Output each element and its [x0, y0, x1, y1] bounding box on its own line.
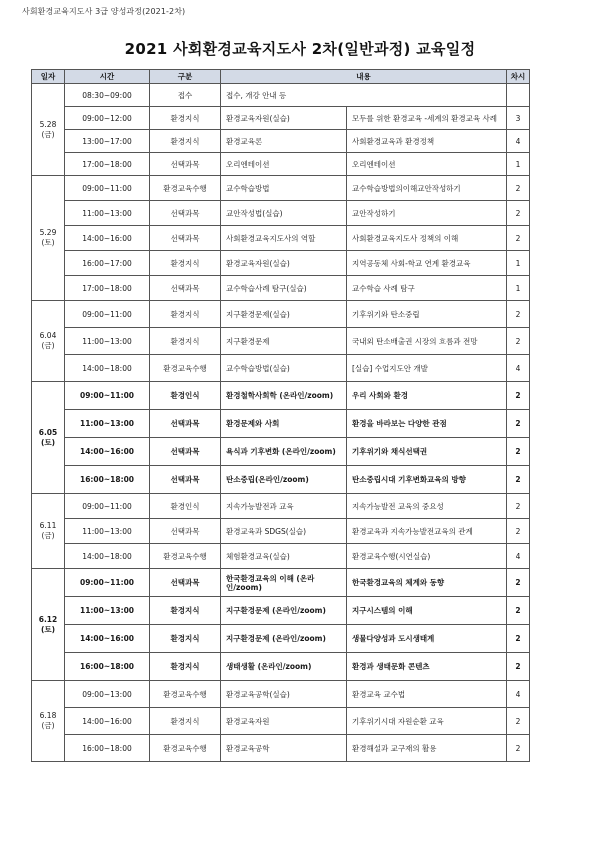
hours-cell: 4 [507, 681, 530, 708]
category-cell: 선택과목 [150, 466, 221, 494]
content-cell: 국내외 탄소배출권 시장의 흐름과 전망 [347, 328, 507, 355]
table-row [32, 653, 530, 681]
weekday-label: (토) [40, 624, 56, 634]
subject-cell: 교수학습방법 [221, 176, 347, 201]
content-cell: 사회환경교육지도사 정책의 이해 [347, 226, 507, 251]
column-header: 내용 [356, 72, 371, 81]
table-row [32, 328, 530, 355]
category-cell: 환경교육수행 [150, 355, 221, 382]
category-cell: 환경지식 [150, 328, 221, 355]
date-label: 5.29 [39, 228, 57, 237]
time-cell: 16:00~17:00 [65, 251, 150, 276]
time-cell: 11:00~13:00 [65, 328, 150, 355]
content-cell: 지역공동체 사회-학교 연계 환경교육 [347, 251, 507, 276]
hours-cell: 2 [507, 176, 530, 201]
hours-cell: 4 [507, 544, 530, 569]
time-cell: 14:00~16:00 [65, 226, 150, 251]
time-cell: 14:00~18:00 [65, 355, 150, 382]
category-cell: 환경교육수행 [150, 176, 221, 201]
table-row [32, 410, 530, 438]
category-cell: 선택과목 [150, 519, 221, 544]
subject-cell: 환경교육론 [221, 130, 347, 153]
time-cell: 09:00~11:00 [65, 569, 150, 597]
weekday-label: (금) [41, 129, 55, 139]
table-row [32, 625, 530, 653]
subject-cell: 환경철학사회학 (온라인/zoom) [221, 382, 347, 410]
subject-cell: 환경교육자원 [221, 708, 347, 735]
content-cell: 환경교육 교수법 [347, 681, 507, 708]
content-cell: 환경교육과 지속가능발전교육의 관계 [347, 519, 507, 544]
category-cell: 선택과목 [150, 153, 221, 176]
subject-cell: 한국환경교육의 이해 (온라인/zoom) [221, 569, 347, 597]
date-cell [32, 301, 65, 382]
content-cell: 교수학습방법의이해교안작성하기 [347, 176, 507, 201]
subject-cell: 욕식과 기후변화 (온라인/zoom) [221, 438, 347, 466]
category-cell: 환경인식 [150, 382, 221, 410]
subject-cell: 체험환경교육(실습) [221, 544, 347, 569]
table-row [32, 466, 530, 494]
time-cell: 11:00~13:00 [65, 597, 150, 625]
subject-cell: 교수학습사례 탐구(실습) [221, 276, 347, 301]
content-cell: 기후위기와 채식선택권 [347, 438, 507, 466]
table-row [32, 107, 530, 130]
table-row [32, 84, 530, 107]
column-header: 차시 [507, 70, 530, 84]
category-cell: 환경인식 [150, 494, 221, 519]
hours-cell: 4 [507, 355, 530, 382]
column-header: 구분 [150, 70, 221, 84]
hours-cell: 1 [507, 153, 530, 176]
schedule-body [32, 84, 530, 762]
content-cell: 우리 사회와 환경 [347, 382, 507, 410]
category-cell: 환경지식 [150, 107, 221, 130]
hours-cell: 2 [507, 382, 530, 410]
time-cell: 14:00~16:00 [65, 438, 150, 466]
subject-cell: 환경교육공학(실습) [221, 681, 347, 708]
date-label: 6.11 [39, 521, 57, 530]
table-row [32, 681, 530, 708]
category-cell: 환경지식 [150, 251, 221, 276]
time-cell: 09:00~11:00 [65, 494, 150, 519]
category-cell: 선택과목 [150, 410, 221, 438]
category-cell: 환경교육수행 [150, 681, 221, 708]
weekday-label: (금) [41, 721, 55, 730]
date-label: 6.12 [38, 614, 58, 624]
table-row [32, 569, 530, 597]
date-cell [32, 176, 65, 301]
date-cell [32, 569, 65, 681]
table-row [32, 130, 530, 153]
time-cell: 09:00~11:00 [65, 176, 150, 201]
time-cell: 17:00~18:00 [65, 276, 150, 301]
content-cell: 생물다양성과 도시생태계 [347, 625, 507, 653]
time-cell: 08:30~09:00 [65, 84, 150, 107]
time-cell: 13:00~17:00 [65, 130, 150, 153]
hours-cell: 2 [507, 625, 530, 653]
hours-cell: 2 [507, 708, 530, 735]
table-row [32, 438, 530, 466]
time-cell: 16:00~18:00 [65, 466, 150, 494]
time-cell: 14:00~16:00 [65, 625, 150, 653]
content-cell: 기후위기시대 자원순환 교육 [347, 708, 507, 735]
time-cell: 16:00~18:00 [65, 653, 150, 681]
date-label: 6.05 [38, 427, 58, 437]
content-cell: 환경과 생태문화 콘텐츠 [347, 653, 507, 681]
category-cell: 환경교육수행 [150, 735, 221, 762]
hours-cell: 2 [507, 569, 530, 597]
subject-cell: 오리엔테이션 [221, 153, 347, 176]
date-cell [32, 382, 65, 494]
subject-cell: 환경문제와 사회 [221, 410, 347, 438]
table-row [32, 355, 530, 382]
date-label: 6.04 [39, 331, 57, 340]
column-header: 일자 [32, 70, 65, 84]
subject-cell: 탄소중립(온라인/zoom) [221, 466, 347, 494]
category-cell: 선택과목 [150, 226, 221, 251]
category-cell: 환경지식 [150, 708, 221, 735]
category-cell: 선택과목 [150, 201, 221, 226]
date-cell [32, 494, 65, 569]
time-cell: 09:00~13:00 [65, 681, 150, 708]
subject-cell: 교안작성법(실습) [221, 201, 347, 226]
subject-cell: 지구환경문제 (온라인/zoom) [221, 625, 347, 653]
hours-cell: 2 [507, 494, 530, 519]
column-header-content [221, 70, 507, 84]
content-cell: 사회환경교육과 환경정책 [347, 130, 507, 153]
hours-cell: 1 [507, 251, 530, 276]
subject-cell: 지구환경문제 [221, 328, 347, 355]
table-row [32, 176, 530, 201]
category-cell: 환경지식 [150, 301, 221, 328]
subject-cell: 교수학습방법(실습) [221, 355, 347, 382]
time-cell: 16:00~18:00 [65, 735, 150, 762]
hours-cell: 2 [507, 597, 530, 625]
category-cell: 환경교육수행 [150, 544, 221, 569]
hours-cell: 2 [507, 410, 530, 438]
subject-cell: 환경교육자원(실습) [221, 251, 347, 276]
hours-cell: 2 [507, 466, 530, 494]
time-cell: 14:00~16:00 [65, 708, 150, 735]
time-cell: 09:00~11:00 [65, 382, 150, 410]
subject-cell: 지속가능발전과 교육 [221, 494, 347, 519]
hours-cell: 3 [507, 107, 530, 130]
hours-cell: 2 [507, 201, 530, 226]
time-cell: 11:00~13:00 [65, 410, 150, 438]
hours-cell: 2 [507, 301, 530, 328]
subject-cell: 지구환경문제(실습) [221, 301, 347, 328]
category-cell: 환경지식 [150, 653, 221, 681]
subject-cell: 환경교육자원(실습) [221, 107, 347, 130]
subject-cell: 생태생활 (온라인/zoom) [221, 653, 347, 681]
weekday-label: (금) [41, 531, 55, 540]
content-cell: 모두를 위한 환경교육 -세계의 환경교육 사례 [347, 107, 507, 130]
table-row [32, 597, 530, 625]
time-cell: 09:00~11:00 [65, 301, 150, 328]
weekday-label: (토) [40, 437, 56, 447]
time-cell: 09:00~12:00 [65, 107, 150, 130]
subject-cell: 지구환경문제 (온라인/zoom) [221, 597, 347, 625]
table-row [32, 251, 530, 276]
hours-cell: 2 [507, 226, 530, 251]
category-cell: 환경지식 [150, 130, 221, 153]
schedule-table [31, 69, 530, 762]
time-cell: 11:00~13:00 [65, 201, 150, 226]
category-cell: 접수 [150, 84, 221, 107]
time-cell: 17:00~18:00 [65, 153, 150, 176]
hours-cell: 2 [507, 519, 530, 544]
date-cell [32, 84, 65, 176]
hours-cell: 1 [507, 276, 530, 301]
content-cell: 지속가능발전 교육의 중요성 [347, 494, 507, 519]
category-cell: 선택과목 [150, 438, 221, 466]
subject-cell: 접수, 개강 안내 등 [221, 84, 507, 107]
time-cell: 14:00~18:00 [65, 544, 150, 569]
table-row [32, 226, 530, 251]
table-row [32, 735, 530, 762]
content-cell: 환경을 바라보는 다양한 관점 [347, 410, 507, 438]
table-row [32, 201, 530, 226]
hours-cell: 2 [507, 653, 530, 681]
hours-cell: 2 [507, 328, 530, 355]
table-row [32, 708, 530, 735]
weekday-label: (금) [41, 341, 55, 350]
table-row [32, 544, 530, 569]
content-cell: 기후위기와 탄소중립 [347, 301, 507, 328]
date-cell [32, 681, 65, 762]
table-row [32, 276, 530, 301]
table-row [32, 519, 530, 544]
content-cell: 교안작성하기 [347, 201, 507, 226]
category-cell: 선택과목 [150, 569, 221, 597]
content-cell: 지구시스템의 이해 [347, 597, 507, 625]
date-label: 5.28 [39, 119, 57, 129]
subject-cell: 환경교육과 SDGS(실습) [221, 519, 347, 544]
date-label: 6.18 [39, 711, 57, 720]
content-cell: [실습] 수업지도안 개발 [347, 355, 507, 382]
category-cell: 환경지식 [150, 625, 221, 653]
table-row [32, 494, 530, 519]
content-cell: 탄소중립시대 기후변화교육의 방향 [347, 466, 507, 494]
subject-cell: 사회환경교육지도사의 역할 [221, 226, 347, 251]
content-cell: 한국환경교육의 체계와 동향 [347, 569, 507, 597]
subject-cell: 환경교육공학 [221, 735, 347, 762]
content-cell: 환경해설과 교구재의 활용 [347, 735, 507, 762]
table-row [32, 382, 530, 410]
category-cell: 선택과목 [150, 276, 221, 301]
table-row [32, 301, 530, 328]
time-cell: 11:00~13:00 [65, 519, 150, 544]
hours-cell: 4 [507, 130, 530, 153]
content-cell: 교수학습 사례 탐구 [347, 276, 507, 301]
table-row [32, 153, 530, 176]
weekday-label: (토) [41, 238, 55, 247]
hours-cell [507, 84, 530, 107]
page-title: 2021 사회환경교육지도사 2차(일반과정) 교육일정 [124, 40, 476, 58]
header-note: 사회환경교육지도사 3급 양성과정(2021-2차) [22, 7, 186, 16]
content-cell: 오리엔테이션 [347, 153, 507, 176]
hours-cell: 2 [507, 735, 530, 762]
hours-cell: 2 [507, 438, 530, 466]
category-cell: 환경지식 [150, 597, 221, 625]
column-header: 시간 [65, 70, 150, 84]
table-header-row [32, 70, 530, 84]
content-cell: 환경교육수행(시연실습) [347, 544, 507, 569]
